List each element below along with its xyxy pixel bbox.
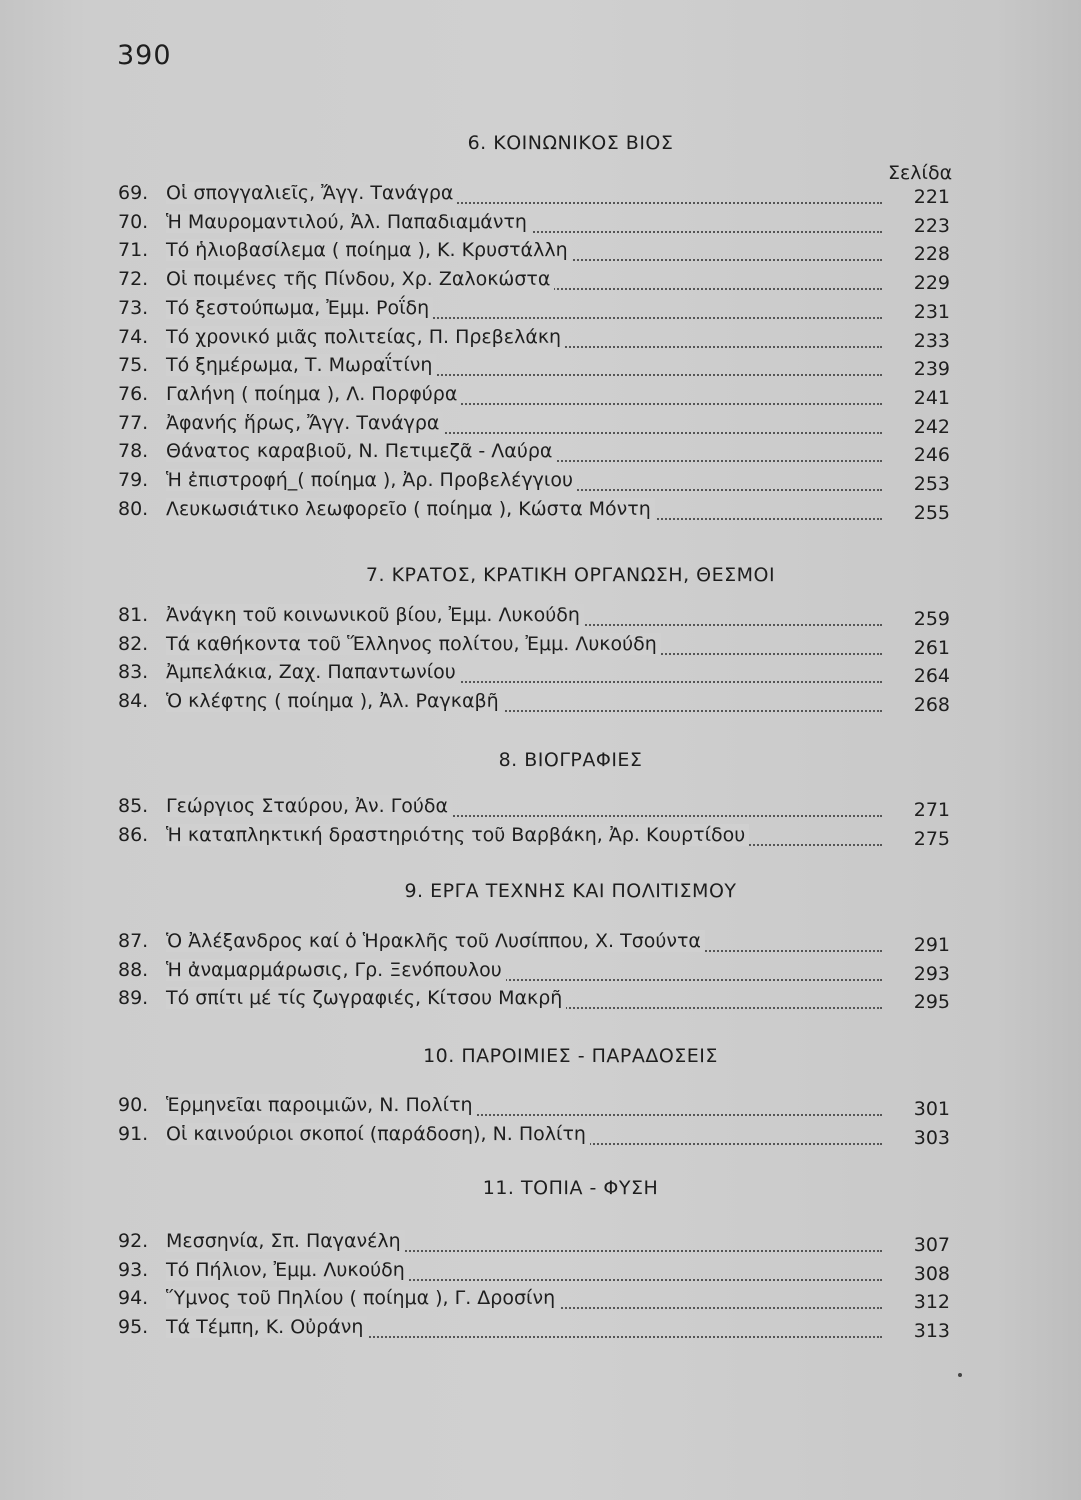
- toc-entry: [118, 930, 950, 958]
- entry-title: Τό ξημέρωμα, Τ. Μωραΐτίνη: [166, 354, 436, 376]
- entry-page: 291: [913, 934, 950, 956]
- entry-page: 312: [913, 1291, 950, 1313]
- entry-number: 93.: [118, 1259, 149, 1281]
- toc-entry: [118, 412, 950, 440]
- toc-entry: [118, 1316, 950, 1344]
- stray-mark: [958, 1373, 962, 1377]
- toc-entry: [118, 824, 950, 852]
- entry-title: Ὁ κλέφτης ( ποίημα ), Ἀλ. Ραγκαβῆ: [166, 690, 503, 712]
- entry-title: Τό ἡλιοβασίλεμα ( ποίημα ), Κ. Κρυστάλλη: [166, 239, 572, 261]
- entry-number: 89.: [118, 987, 149, 1009]
- entry-title: Μεσσηνία, Σπ. Παγανέλη: [166, 1230, 405, 1252]
- section-title: 8. ΒΙΟΓΡΑΦΙΕΣ: [498, 749, 643, 771]
- entry-title: Ὕμνος τοῦ Πηλίου ( ποίημα ), Γ. Δροσίνη: [166, 1287, 559, 1309]
- toc-entry: [118, 604, 950, 632]
- entry-title: Οἱ καινούριοι σκοποί (παράδοση), Ν. Πολίτη: [166, 1123, 590, 1145]
- entry-number: 73.: [118, 297, 149, 319]
- entry-title: Τό Πήλιον, Ἐμμ. Λυκούδη: [166, 1259, 409, 1281]
- entry-page: 307: [913, 1234, 950, 1256]
- entry-number: 71.: [118, 239, 149, 261]
- entry-page: 261: [913, 637, 950, 659]
- entry-title: Γαλήνη ( ποίημα ), Λ. Πορφύρα: [166, 383, 461, 405]
- toc-entry: [118, 633, 950, 661]
- entry-page: 301: [913, 1098, 950, 1120]
- entry-number: 76.: [118, 383, 149, 405]
- section-title: 10. ΠΑΡΟΙΜΙΕΣ - ΠΑΡΑΔΟΣΕΙΣ: [423, 1045, 718, 1067]
- section-title: 9. ΕΡΓΑ ΤΕΧΝΗΣ ΚΑΙ ΠΟΛΙΤΙΣΜΟΥ: [404, 880, 737, 902]
- entry-number: 88.: [118, 959, 149, 981]
- entry-number: 70.: [118, 211, 149, 233]
- entry-page: 293: [913, 963, 950, 985]
- toc-entry: [118, 1287, 950, 1315]
- entry-page: 221: [913, 186, 950, 208]
- entry-number: 83.: [118, 661, 149, 683]
- section-title: 6. ΚΟΙΝΩΝΙΚΟΣ ΒΙΟΣ: [467, 132, 674, 154]
- entry-page: 223: [913, 215, 950, 237]
- entry-number: 74.: [118, 326, 149, 348]
- entry-page: 253: [913, 473, 950, 495]
- entry-page: 268: [913, 694, 950, 716]
- entry-number: 94.: [118, 1287, 149, 1309]
- entry-number: 91.: [118, 1123, 149, 1145]
- entry-title: Ἑρμηνεῖαι παροιμιῶν, Ν. Πολίτη: [166, 1094, 477, 1116]
- entry-page: 271: [913, 799, 950, 821]
- entry-title: Τά Τέμπη, Κ. Οὐράνη: [166, 1316, 367, 1338]
- entry-number: 82.: [118, 633, 149, 655]
- entry-page: 231: [913, 301, 950, 323]
- entry-title: Θάνατος καραβιοῦ, Ν. Πετιμεζᾶ - Λαύρα: [166, 440, 556, 462]
- entry-title: Τό ξεστούπωμα, Ἐμμ. Ροΐδη: [166, 297, 433, 319]
- toc-entry: [118, 795, 950, 823]
- entry-page: 313: [913, 1320, 950, 1342]
- entry-title: Τό χρονικό μιᾶς πολιτείας, Π. Πρεβελάκη: [166, 326, 565, 348]
- entry-number: 72.: [118, 268, 149, 290]
- entry-number: 75.: [118, 354, 149, 376]
- entry-title: Ἡ Μαυρομαντιλού, Ἀλ. Παπαδιαμάντη: [166, 211, 531, 233]
- toc-entry: [118, 354, 950, 382]
- entry-title: Ὁ Ἀλέξανδρος καί ὁ Ἡρακλῆς τοῦ Λυσίππου, Χ. Τσούντα: [166, 930, 705, 952]
- entry-title: Ἀφανής ἥρως, Ἄγγ. Τανάγρα: [166, 412, 443, 434]
- toc-entry: [118, 498, 950, 526]
- entry-title: Οἱ σπογγαλιεῖς, Ἄγγ. Τανάγρα: [166, 182, 457, 204]
- toc-entry: [118, 297, 950, 325]
- toc-entry: [118, 326, 950, 354]
- section-title: 7. ΚΡΑΤΟΣ, ΚΡΑΤΙΚΗ ΟΡΓΑΝΩΣΗ, ΘΕΣΜΟΙ: [365, 564, 776, 586]
- entry-page: 239: [913, 358, 950, 380]
- section-title: 11. ΤΟΠΙΑ - ΦΥΣΗ: [482, 1177, 659, 1199]
- entry-number: 90.: [118, 1094, 149, 1116]
- toc-entry: [118, 1230, 950, 1258]
- entry-number: 78.: [118, 440, 149, 462]
- toc-entry: [118, 690, 950, 718]
- entry-title: Γεώργιος Σταύρου, Ἀν. Γούδα: [166, 795, 452, 817]
- entry-title: Ἡ ἀναμαρμάρωσις, Γρ. Ξενόπουλου: [166, 959, 506, 981]
- entry-number: 81.: [118, 604, 149, 626]
- toc-entry: [118, 959, 950, 987]
- toc-entry: [118, 211, 950, 239]
- entry-page: 264: [913, 665, 950, 687]
- page-number: 390: [117, 40, 172, 71]
- entry-number: 95.: [118, 1316, 149, 1338]
- entry-number: 84.: [118, 690, 149, 712]
- entry-number: 80.: [118, 498, 149, 520]
- toc-entry: [118, 1259, 950, 1287]
- entry-page: 233: [913, 330, 950, 352]
- entry-page: 295: [913, 991, 950, 1013]
- toc-entry: [118, 1123, 950, 1151]
- entry-title: Οἱ ποιμένες τῆς Πίνδου, Χρ. Ζαλοκώστα: [166, 268, 554, 290]
- entry-title: Ἀμπελάκια, Ζαχ. Παπαντωνίου: [166, 661, 460, 683]
- entry-number: 85.: [118, 795, 149, 817]
- entry-number: 92.: [118, 1230, 149, 1252]
- entry-page: 242: [913, 416, 950, 438]
- toc-entry: [118, 469, 950, 497]
- entry-number: 69.: [118, 182, 149, 204]
- toc-entry: [118, 383, 950, 411]
- entry-title: Ἡ καταπληκτική δραστηριότης τοῦ Βαρβάκη, Ἀρ. Κουρτίδου: [166, 824, 749, 846]
- entry-title: Τό σπίτι μέ τίς ζωγραφιές, Κίτσου Μακρῆ: [166, 987, 566, 1009]
- column-header-page: Σελίδα: [888, 162, 953, 184]
- entry-page: 229: [913, 272, 950, 294]
- toc-entry: [118, 987, 950, 1015]
- entry-number: 79.: [118, 469, 149, 491]
- entry-page: 241: [913, 387, 950, 409]
- entry-page: 303: [913, 1127, 950, 1149]
- toc-entry: [118, 440, 950, 468]
- toc-entry: [118, 182, 950, 210]
- entry-title: Τά καθήκοντα τοῦ Ἕλληνος πολίτου, Ἐμμ. Λυκούδη: [166, 633, 661, 655]
- toc-entry: [118, 1094, 950, 1122]
- entry-title: Ἀνάγκη τοῦ κοινωνικοῦ βίου, Ἐμμ. Λυκούδη: [166, 604, 584, 626]
- entry-page: 228: [913, 243, 950, 265]
- entry-number: 87.: [118, 930, 149, 952]
- entry-title: Ἡ ἐπιστροφή_( ποίημα ), Ἀρ. Προβελέγγιου: [166, 469, 577, 491]
- toc-entry: [118, 239, 950, 267]
- toc-entry: [118, 661, 950, 689]
- entry-title: Λευκωσιάτικο λεωφορεῖο ( ποίημα ), Κώστα Μόντη: [166, 498, 655, 520]
- entry-page: 255: [913, 502, 950, 524]
- entry-page: 275: [913, 828, 950, 850]
- entry-number: 86.: [118, 824, 149, 846]
- entry-page: 308: [913, 1263, 950, 1285]
- entry-page: 259: [913, 608, 950, 630]
- entry-number: 77.: [118, 412, 149, 434]
- entry-page: 246: [913, 444, 950, 466]
- toc-entry: [118, 268, 950, 296]
